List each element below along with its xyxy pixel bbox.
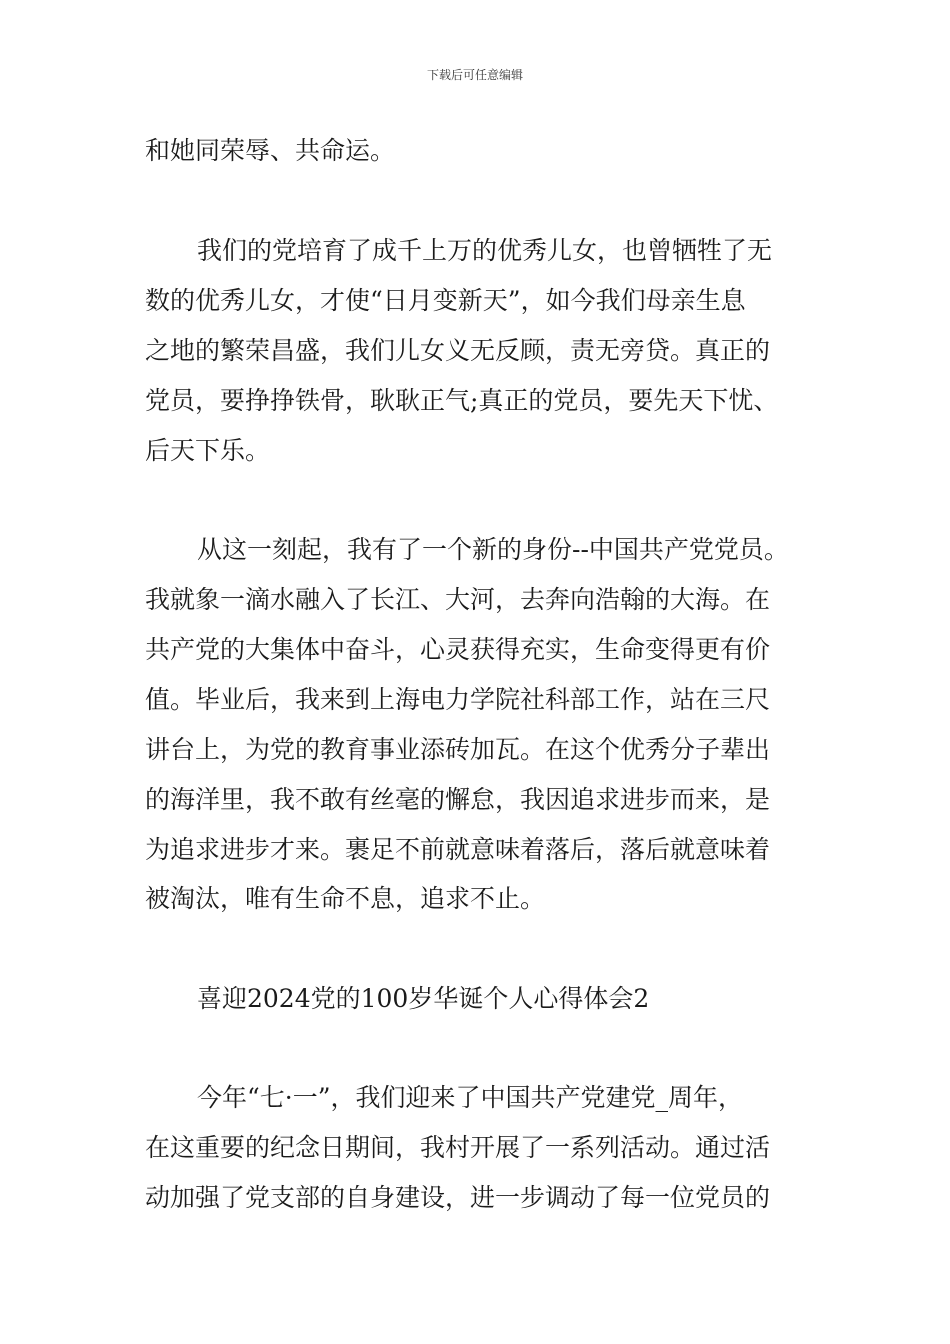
paragraph-line: 我就象一滴水融入了长江、大河，去奔向浩翰的大海。在 [145, 585, 771, 614]
paragraph-line: 数的优秀儿女，才使“日月变新天”，如今我们母亲生息 [145, 286, 746, 315]
paragraph-line: 动加强了党支部的自身建设，进一步调动了每一位党员的 [145, 1183, 771, 1212]
section-title: 喜迎2024党的100岁华诞个人心得体会2 [197, 984, 650, 1013]
paragraph-line: 之地的繁荣昌盛，我们儿女义无反顾，责无旁贷。真正的 [145, 336, 771, 365]
paragraph-line: 今年“七·一”，我们迎来了中国共产党建党_周年， [197, 1083, 744, 1112]
page-header: 下载后可任意编辑 [426, 68, 523, 82]
paragraph-line: 共产党的大集体中奋斗，心灵获得充实，生命变得更有价 [145, 635, 771, 664]
paragraph-line: 讲台上，为党的教育事业添砖加瓦。在这个优秀分子辈出 [145, 735, 771, 764]
paragraph-line: 从这一刻起，我有了一个新的身份--中国共产党党员。 [197, 535, 789, 564]
paragraph-line: 为追求进步才来。裹足不前就意味着落后，落后就意味着 [145, 835, 771, 864]
paragraph-line: 党员，要挣挣铁骨，耿耿正气;真正的党员，要先天下忧、 [145, 386, 779, 415]
paragraph-line: 后天下乐。 [145, 436, 271, 465]
paragraph-line: 在这重要的纪念日期间，我村开展了一系列活动。通过活 [145, 1133, 771, 1162]
paragraph-line: 的海洋里，我不敢有丝毫的懈怠，我因追求进步而来，是 [145, 785, 771, 814]
paragraph-line: 和她同荣辱、共命运。 [145, 136, 396, 165]
paragraph-line: 值。毕业后，我来到上海电力学院社科部工作，站在三尺 [145, 685, 771, 714]
paragraph-line: 被淘汰，唯有生命不息，追求不止。 [145, 884, 546, 913]
paragraph-line: 我们的党培育了成千上万的优秀儿女，也曾牺牲了无 [197, 236, 773, 265]
